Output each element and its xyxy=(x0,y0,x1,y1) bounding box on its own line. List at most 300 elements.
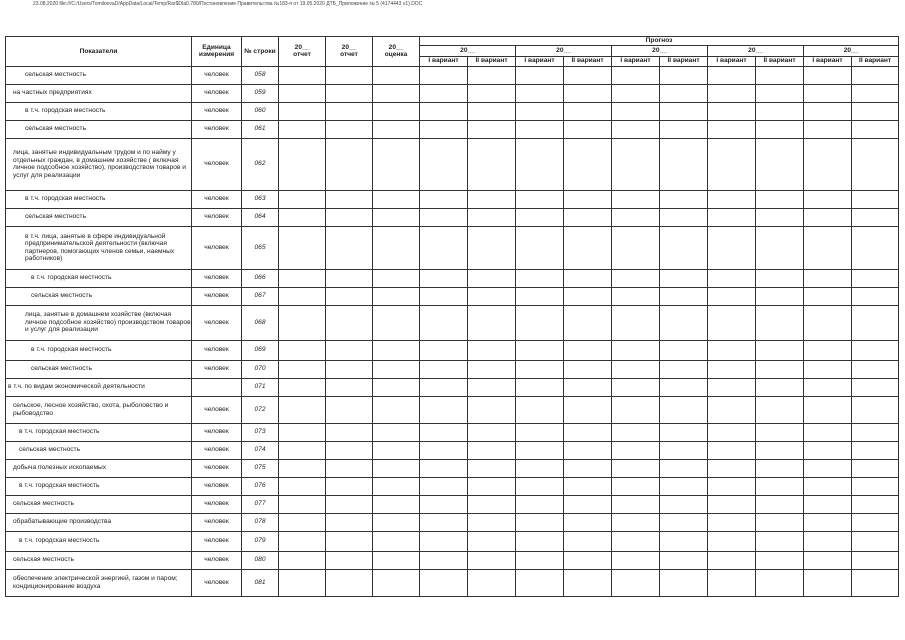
value-cell[interactable] xyxy=(326,340,373,360)
value-cell[interactable] xyxy=(373,551,420,569)
value-cell[interactable] xyxy=(660,190,708,208)
value-cell[interactable] xyxy=(468,190,516,208)
value-cell[interactable] xyxy=(756,423,804,441)
value-cell[interactable] xyxy=(516,340,564,360)
value-cell[interactable] xyxy=(756,378,804,396)
value-cell[interactable] xyxy=(708,287,756,305)
value-cell[interactable] xyxy=(420,66,468,84)
value-cell[interactable] xyxy=(804,378,852,396)
value-cell[interactable] xyxy=(420,531,468,551)
value-cell[interactable] xyxy=(373,477,420,495)
value-cell[interactable] xyxy=(373,66,420,84)
value-cell[interactable] xyxy=(373,340,420,360)
value-cell[interactable] xyxy=(708,396,756,423)
value-cell[interactable] xyxy=(756,305,804,340)
value-cell[interactable] xyxy=(756,551,804,569)
value-cell[interactable] xyxy=(756,477,804,495)
value-cell[interactable] xyxy=(420,340,468,360)
value-cell[interactable] xyxy=(468,378,516,396)
value-cell[interactable] xyxy=(612,569,660,596)
value-cell[interactable] xyxy=(373,269,420,287)
value-cell[interactable] xyxy=(612,340,660,360)
value-cell[interactable] xyxy=(420,360,468,378)
value-cell[interactable] xyxy=(804,477,852,495)
value-cell[interactable] xyxy=(756,84,804,102)
value-cell[interactable] xyxy=(420,226,468,269)
value-cell[interactable] xyxy=(564,423,612,441)
value-cell[interactable] xyxy=(279,378,326,396)
value-cell[interactable] xyxy=(660,477,708,495)
value-cell[interactable] xyxy=(612,84,660,102)
value-cell[interactable] xyxy=(326,305,373,340)
value-cell[interactable] xyxy=(660,513,708,531)
value-cell[interactable] xyxy=(373,441,420,459)
value-cell[interactable] xyxy=(468,340,516,360)
value-cell[interactable] xyxy=(373,208,420,226)
value-cell[interactable] xyxy=(279,569,326,596)
value-cell[interactable] xyxy=(612,441,660,459)
value-cell[interactable] xyxy=(756,66,804,84)
value-cell[interactable] xyxy=(279,226,326,269)
value-cell[interactable] xyxy=(660,287,708,305)
value-cell[interactable] xyxy=(373,378,420,396)
value-cell[interactable] xyxy=(373,513,420,531)
value-cell[interactable] xyxy=(756,226,804,269)
value-cell[interactable] xyxy=(708,66,756,84)
value-cell[interactable] xyxy=(612,305,660,340)
value-cell[interactable] xyxy=(804,360,852,378)
value-cell[interactable] xyxy=(612,138,660,190)
value-cell[interactable] xyxy=(756,190,804,208)
value-cell[interactable] xyxy=(852,102,899,120)
value-cell[interactable] xyxy=(612,513,660,531)
value-cell[interactable] xyxy=(373,459,420,477)
value-cell[interactable] xyxy=(326,423,373,441)
value-cell[interactable] xyxy=(708,208,756,226)
value-cell[interactable] xyxy=(660,66,708,84)
value-cell[interactable] xyxy=(468,441,516,459)
value-cell[interactable] xyxy=(373,287,420,305)
value-cell[interactable] xyxy=(279,551,326,569)
value-cell[interactable] xyxy=(279,102,326,120)
value-cell[interactable] xyxy=(708,569,756,596)
value-cell[interactable] xyxy=(420,138,468,190)
value-cell[interactable] xyxy=(660,269,708,287)
value-cell[interactable] xyxy=(804,423,852,441)
value-cell[interactable] xyxy=(756,360,804,378)
value-cell[interactable] xyxy=(516,305,564,340)
value-cell[interactable] xyxy=(708,226,756,269)
value-cell[interactable] xyxy=(612,396,660,423)
value-cell[interactable] xyxy=(326,459,373,477)
value-cell[interactable] xyxy=(468,495,516,513)
value-cell[interactable] xyxy=(516,495,564,513)
value-cell[interactable] xyxy=(660,531,708,551)
value-cell[interactable] xyxy=(708,495,756,513)
value-cell[interactable] xyxy=(804,459,852,477)
value-cell[interactable] xyxy=(660,305,708,340)
value-cell[interactable] xyxy=(756,287,804,305)
value-cell[interactable] xyxy=(660,551,708,569)
value-cell[interactable] xyxy=(804,190,852,208)
value-cell[interactable] xyxy=(660,459,708,477)
value-cell[interactable] xyxy=(420,495,468,513)
value-cell[interactable] xyxy=(852,190,899,208)
value-cell[interactable] xyxy=(708,120,756,138)
value-cell[interactable] xyxy=(612,378,660,396)
value-cell[interactable] xyxy=(326,226,373,269)
value-cell[interactable] xyxy=(373,138,420,190)
value-cell[interactable] xyxy=(756,459,804,477)
value-cell[interactable] xyxy=(279,208,326,226)
value-cell[interactable] xyxy=(468,551,516,569)
value-cell[interactable] xyxy=(516,226,564,269)
value-cell[interactable] xyxy=(804,513,852,531)
value-cell[interactable] xyxy=(279,513,326,531)
value-cell[interactable] xyxy=(756,102,804,120)
value-cell[interactable] xyxy=(279,477,326,495)
value-cell[interactable] xyxy=(373,495,420,513)
value-cell[interactable] xyxy=(516,531,564,551)
value-cell[interactable] xyxy=(279,396,326,423)
value-cell[interactable] xyxy=(756,269,804,287)
value-cell[interactable] xyxy=(468,305,516,340)
value-cell[interactable] xyxy=(373,102,420,120)
value-cell[interactable] xyxy=(660,208,708,226)
value-cell[interactable] xyxy=(804,531,852,551)
value-cell[interactable] xyxy=(468,531,516,551)
value-cell[interactable] xyxy=(852,287,899,305)
value-cell[interactable] xyxy=(420,190,468,208)
value-cell[interactable] xyxy=(756,208,804,226)
value-cell[interactable] xyxy=(420,441,468,459)
value-cell[interactable] xyxy=(660,423,708,441)
value-cell[interactable] xyxy=(804,551,852,569)
value-cell[interactable] xyxy=(852,459,899,477)
value-cell[interactable] xyxy=(612,208,660,226)
value-cell[interactable] xyxy=(852,84,899,102)
value-cell[interactable] xyxy=(516,287,564,305)
value-cell[interactable] xyxy=(516,66,564,84)
value-cell[interactable] xyxy=(708,459,756,477)
value-cell[interactable] xyxy=(279,495,326,513)
value-cell[interactable] xyxy=(564,513,612,531)
value-cell[interactable] xyxy=(373,396,420,423)
value-cell[interactable] xyxy=(660,378,708,396)
value-cell[interactable] xyxy=(708,340,756,360)
value-cell[interactable] xyxy=(564,459,612,477)
value-cell[interactable] xyxy=(756,138,804,190)
value-cell[interactable] xyxy=(373,531,420,551)
value-cell[interactable] xyxy=(612,66,660,84)
value-cell[interactable] xyxy=(326,495,373,513)
value-cell[interactable] xyxy=(516,208,564,226)
value-cell[interactable] xyxy=(708,423,756,441)
value-cell[interactable] xyxy=(804,84,852,102)
value-cell[interactable] xyxy=(612,477,660,495)
value-cell[interactable] xyxy=(756,441,804,459)
value-cell[interactable] xyxy=(326,513,373,531)
value-cell[interactable] xyxy=(708,305,756,340)
value-cell[interactable] xyxy=(516,190,564,208)
value-cell[interactable] xyxy=(804,226,852,269)
value-cell[interactable] xyxy=(612,360,660,378)
value-cell[interactable] xyxy=(756,340,804,360)
value-cell[interactable] xyxy=(708,513,756,531)
value-cell[interactable] xyxy=(279,531,326,551)
value-cell[interactable] xyxy=(516,378,564,396)
value-cell[interactable] xyxy=(516,551,564,569)
value-cell[interactable] xyxy=(279,287,326,305)
value-cell[interactable] xyxy=(279,360,326,378)
value-cell[interactable] xyxy=(420,459,468,477)
value-cell[interactable] xyxy=(804,305,852,340)
value-cell[interactable] xyxy=(852,360,899,378)
value-cell[interactable] xyxy=(852,569,899,596)
value-cell[interactable] xyxy=(804,120,852,138)
value-cell[interactable] xyxy=(516,269,564,287)
value-cell[interactable] xyxy=(326,102,373,120)
value-cell[interactable] xyxy=(804,569,852,596)
value-cell[interactable] xyxy=(852,396,899,423)
value-cell[interactable] xyxy=(852,120,899,138)
value-cell[interactable] xyxy=(279,269,326,287)
value-cell[interactable] xyxy=(564,208,612,226)
value-cell[interactable] xyxy=(612,495,660,513)
value-cell[interactable] xyxy=(708,84,756,102)
value-cell[interactable] xyxy=(564,138,612,190)
value-cell[interactable] xyxy=(804,396,852,423)
value-cell[interactable] xyxy=(516,477,564,495)
value-cell[interactable] xyxy=(420,120,468,138)
value-cell[interactable] xyxy=(708,551,756,569)
value-cell[interactable] xyxy=(852,477,899,495)
value-cell[interactable] xyxy=(708,269,756,287)
value-cell[interactable] xyxy=(852,305,899,340)
value-cell[interactable] xyxy=(468,287,516,305)
value-cell[interactable] xyxy=(804,66,852,84)
value-cell[interactable] xyxy=(279,441,326,459)
value-cell[interactable] xyxy=(468,269,516,287)
value-cell[interactable] xyxy=(756,513,804,531)
value-cell[interactable] xyxy=(708,190,756,208)
value-cell[interactable] xyxy=(708,477,756,495)
value-cell[interactable] xyxy=(660,102,708,120)
value-cell[interactable] xyxy=(564,66,612,84)
value-cell[interactable] xyxy=(612,190,660,208)
value-cell[interactable] xyxy=(420,569,468,596)
value-cell[interactable] xyxy=(564,305,612,340)
value-cell[interactable] xyxy=(660,396,708,423)
value-cell[interactable] xyxy=(279,138,326,190)
value-cell[interactable] xyxy=(756,495,804,513)
value-cell[interactable] xyxy=(564,269,612,287)
value-cell[interactable] xyxy=(468,459,516,477)
value-cell[interactable] xyxy=(708,102,756,120)
value-cell[interactable] xyxy=(660,495,708,513)
value-cell[interactable] xyxy=(708,138,756,190)
value-cell[interactable] xyxy=(516,120,564,138)
value-cell[interactable] xyxy=(804,495,852,513)
value-cell[interactable] xyxy=(564,378,612,396)
value-cell[interactable] xyxy=(612,423,660,441)
value-cell[interactable] xyxy=(612,226,660,269)
value-cell[interactable] xyxy=(516,441,564,459)
value-cell[interactable] xyxy=(708,378,756,396)
value-cell[interactable] xyxy=(326,569,373,596)
value-cell[interactable] xyxy=(326,477,373,495)
value-cell[interactable] xyxy=(564,477,612,495)
value-cell[interactable] xyxy=(326,396,373,423)
value-cell[interactable] xyxy=(420,513,468,531)
value-cell[interactable] xyxy=(516,396,564,423)
value-cell[interactable] xyxy=(564,360,612,378)
value-cell[interactable] xyxy=(564,190,612,208)
value-cell[interactable] xyxy=(852,226,899,269)
value-cell[interactable] xyxy=(852,423,899,441)
value-cell[interactable] xyxy=(420,287,468,305)
value-cell[interactable] xyxy=(373,190,420,208)
value-cell[interactable] xyxy=(516,513,564,531)
value-cell[interactable] xyxy=(279,340,326,360)
value-cell[interactable] xyxy=(804,138,852,190)
value-cell[interactable] xyxy=(326,531,373,551)
value-cell[interactable] xyxy=(756,396,804,423)
value-cell[interactable] xyxy=(420,208,468,226)
value-cell[interactable] xyxy=(468,360,516,378)
value-cell[interactable] xyxy=(564,396,612,423)
value-cell[interactable] xyxy=(564,102,612,120)
value-cell[interactable] xyxy=(373,305,420,340)
value-cell[interactable] xyxy=(326,138,373,190)
value-cell[interactable] xyxy=(326,269,373,287)
value-cell[interactable] xyxy=(279,84,326,102)
value-cell[interactable] xyxy=(804,102,852,120)
value-cell[interactable] xyxy=(279,66,326,84)
value-cell[interactable] xyxy=(660,226,708,269)
value-cell[interactable] xyxy=(708,441,756,459)
value-cell[interactable] xyxy=(326,120,373,138)
value-cell[interactable] xyxy=(564,84,612,102)
value-cell[interactable] xyxy=(852,138,899,190)
value-cell[interactable] xyxy=(420,477,468,495)
value-cell[interactable] xyxy=(468,569,516,596)
value-cell[interactable] xyxy=(756,569,804,596)
value-cell[interactable] xyxy=(660,84,708,102)
value-cell[interactable] xyxy=(852,340,899,360)
value-cell[interactable] xyxy=(852,378,899,396)
value-cell[interactable] xyxy=(468,396,516,423)
value-cell[interactable] xyxy=(420,84,468,102)
value-cell[interactable] xyxy=(279,305,326,340)
value-cell[interactable] xyxy=(660,120,708,138)
value-cell[interactable] xyxy=(708,360,756,378)
value-cell[interactable] xyxy=(468,477,516,495)
value-cell[interactable] xyxy=(564,531,612,551)
value-cell[interactable] xyxy=(420,269,468,287)
value-cell[interactable] xyxy=(660,569,708,596)
value-cell[interactable] xyxy=(326,378,373,396)
value-cell[interactable] xyxy=(373,569,420,596)
value-cell[interactable] xyxy=(373,360,420,378)
value-cell[interactable] xyxy=(516,84,564,102)
value-cell[interactable] xyxy=(756,120,804,138)
value-cell[interactable] xyxy=(326,208,373,226)
value-cell[interactable] xyxy=(468,226,516,269)
value-cell[interactable] xyxy=(756,531,804,551)
value-cell[interactable] xyxy=(516,360,564,378)
value-cell[interactable] xyxy=(804,340,852,360)
value-cell[interactable] xyxy=(564,287,612,305)
value-cell[interactable] xyxy=(468,120,516,138)
value-cell[interactable] xyxy=(612,120,660,138)
value-cell[interactable] xyxy=(420,423,468,441)
value-cell[interactable] xyxy=(804,441,852,459)
value-cell[interactable] xyxy=(326,360,373,378)
value-cell[interactable] xyxy=(468,66,516,84)
value-cell[interactable] xyxy=(660,138,708,190)
value-cell[interactable] xyxy=(852,513,899,531)
value-cell[interactable] xyxy=(804,269,852,287)
value-cell[interactable] xyxy=(420,305,468,340)
value-cell[interactable] xyxy=(516,102,564,120)
value-cell[interactable] xyxy=(516,423,564,441)
value-cell[interactable] xyxy=(612,531,660,551)
value-cell[interactable] xyxy=(852,531,899,551)
value-cell[interactable] xyxy=(516,459,564,477)
value-cell[interactable] xyxy=(852,551,899,569)
value-cell[interactable] xyxy=(564,569,612,596)
value-cell[interactable] xyxy=(420,396,468,423)
value-cell[interactable] xyxy=(468,513,516,531)
value-cell[interactable] xyxy=(373,423,420,441)
value-cell[interactable] xyxy=(326,287,373,305)
value-cell[interactable] xyxy=(612,459,660,477)
value-cell[interactable] xyxy=(468,102,516,120)
value-cell[interactable] xyxy=(852,269,899,287)
value-cell[interactable] xyxy=(468,138,516,190)
value-cell[interactable] xyxy=(468,84,516,102)
value-cell[interactable] xyxy=(468,208,516,226)
value-cell[interactable] xyxy=(373,226,420,269)
value-cell[interactable] xyxy=(279,190,326,208)
value-cell[interactable] xyxy=(326,84,373,102)
value-cell[interactable] xyxy=(326,190,373,208)
value-cell[interactable] xyxy=(564,441,612,459)
value-cell[interactable] xyxy=(326,551,373,569)
value-cell[interactable] xyxy=(660,360,708,378)
value-cell[interactable] xyxy=(852,441,899,459)
value-cell[interactable] xyxy=(373,120,420,138)
value-cell[interactable] xyxy=(564,340,612,360)
value-cell[interactable] xyxy=(660,340,708,360)
value-cell[interactable] xyxy=(564,495,612,513)
value-cell[interactable] xyxy=(564,551,612,569)
value-cell[interactable] xyxy=(420,378,468,396)
value-cell[interactable] xyxy=(852,208,899,226)
value-cell[interactable] xyxy=(612,287,660,305)
value-cell[interactable] xyxy=(373,84,420,102)
value-cell[interactable] xyxy=(516,138,564,190)
value-cell[interactable] xyxy=(564,120,612,138)
value-cell[interactable] xyxy=(852,495,899,513)
value-cell[interactable] xyxy=(326,441,373,459)
value-cell[interactable] xyxy=(804,208,852,226)
value-cell[interactable] xyxy=(804,287,852,305)
value-cell[interactable] xyxy=(279,423,326,441)
value-cell[interactable] xyxy=(612,102,660,120)
value-cell[interactable] xyxy=(612,269,660,287)
